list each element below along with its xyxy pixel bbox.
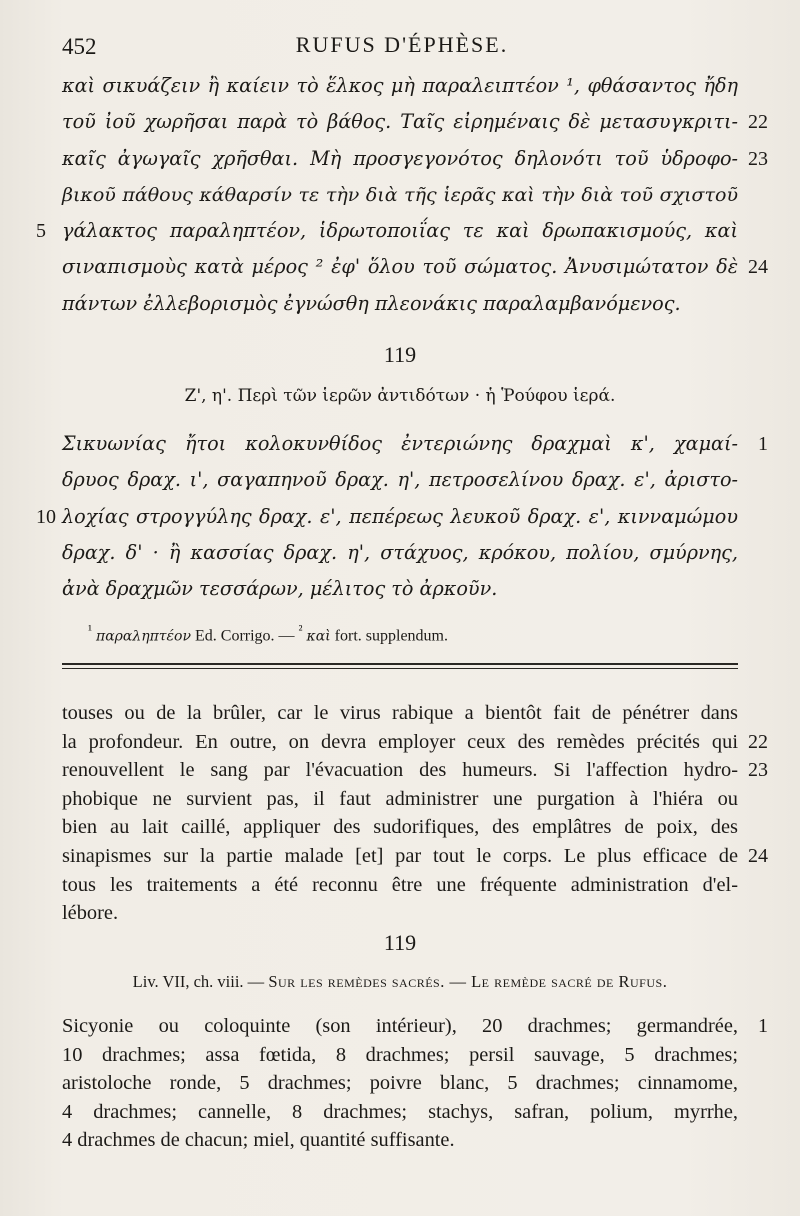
line-text: 10 drachmes; assa fœtida, 8 drachmes; persil sauvage, 5 drachmes; — [62, 1043, 738, 1066]
margin-line-number: 24 — [748, 256, 768, 279]
text-line — [36, 213, 738, 249]
text-line — [62, 68, 738, 104]
line-text: Σικυωνίας ἤτοι κολοκυνθίδος ἐντεριώνης δραχμαὶ κ', χαμαί- — [62, 432, 738, 455]
footnote-mark: ¹ — [88, 622, 92, 637]
section-number-greek: 119 — [383, 342, 417, 367]
french-continuation — [62, 699, 768, 928]
line-text: δραχ. δ' · ἢ κασσίας δραχ. η', στάχυος, κρόκου, πολίου, σμύρνης, — [62, 540, 738, 564]
margin-line-number: 22 — [748, 111, 768, 134]
line-text: 4 drachmes de chacun; miel, quantité suffisante. — [62, 1129, 455, 1152]
margin-line-number: 23 — [748, 147, 768, 170]
footnote-text: fort. supplendum. — [330, 627, 448, 645]
line-text: βικοῦ πάθους κάθαρσίν τε τὴν διὰ τῆς ἱερᾶς καὶ τὴν διὰ τοῦ σχιστοῦ — [62, 183, 738, 206]
line-text: touses ou de la brûler, car le virus rabique a bientôt fait de pénétrer dans — [62, 702, 738, 724]
text-line — [62, 426, 768, 462]
line-text: δρυος δραχ. ι', σαγαπηνοῦ δραχ. η', πετροσελίνου δραχ. ε', ἀριστο- — [62, 468, 738, 492]
line-text: lébore. — [62, 902, 119, 925]
line-text: σιναπισμοὺς κατὰ μέρος ² ἐφ' ὅλου τοῦ σώματος. Ἀνυσιμώτατον δὲ — [62, 255, 738, 279]
text-line — [62, 104, 768, 140]
line-text: tous les traitements a été reconnu être une fréquente administration d'el- — [62, 873, 738, 896]
margin-line-number: 24 — [748, 844, 768, 867]
text-line — [62, 1126, 738, 1155]
footnote-mark: ² — [298, 622, 303, 637]
text-line — [62, 177, 738, 213]
greek-continuation — [36, 68, 768, 322]
text-line — [62, 699, 738, 728]
line-text: τοῦ ἰοῦ χωρῆσαι παρὰ τὸ βάθος. Ταῖς εἰρημέναις δὲ μετασυγκριτι- — [62, 110, 738, 134]
greek-recipe — [36, 426, 768, 607]
line-text: la profondeur. En outre, on devra employer ceux des remèdes précités qui — [62, 730, 738, 753]
line-text: renouvellent le sang par l'évacuation des humeurs. Si l'affection hydro- — [62, 759, 738, 782]
text-line — [62, 728, 768, 757]
line-text: aristoloche ronde, 5 drachmes; poivre blanc, 5 drachmes; cinnamome, — [62, 1072, 738, 1095]
line-text: sinapismes sur la partie malade [et] par tout le corps. Le plus efficace de — [62, 844, 738, 867]
text-line — [36, 499, 738, 535]
page-header — [62, 30, 742, 62]
chapter-title-greek: Ζ', η'. Περὶ τῶν ἱερῶν ἀντιδότων · ἡ Ῥούφου ἱερά. — [184, 386, 616, 406]
line-text: phobique ne survient pas, il faut administrer une purgation à l'hiéra ou — [62, 787, 738, 810]
line-text: καῖς ἀγωγαῖς χρῆσθαι. Μὴ προσγεγονότος δηλονότι τοῦ ὑδροφο- — [62, 146, 738, 170]
chapter-heading: Sur les remèdes sacrés. — Le remède sacré de Rufus. — [268, 972, 668, 991]
text-line — [62, 1069, 738, 1098]
footnote-text: Ed. Corrigo. — — [191, 627, 299, 645]
margin-line-number: 23 — [748, 759, 768, 782]
section-number-french: 119 — [383, 930, 417, 955]
text-line — [62, 756, 768, 785]
text-line — [62, 141, 768, 177]
text-line — [62, 785, 738, 814]
line-text: Sicyonie ou coloquinte (son intérieur), 20 drachmes; germandrée, — [62, 1015, 738, 1037]
line-text: bien au lait caillé, appliquer des sudorifiques, des emplâtres de poix, des — [62, 816, 738, 839]
text-line — [62, 571, 738, 607]
divider-rule — [62, 663, 738, 665]
text-line — [62, 871, 738, 900]
running-title: RUFUS D'ÉPHÈSE. — [295, 32, 509, 57]
text-line — [62, 1012, 768, 1041]
text-line — [62, 899, 738, 928]
margin-line-number: 5 — [36, 220, 46, 243]
footnotes — [88, 622, 448, 645]
line-text: λοχίας στρογγύλης δραχ. ε', πεπέρεως λευκοῦ δραχ. ε', κινναμώμου — [62, 504, 738, 528]
text-line — [62, 1041, 738, 1070]
chapter-reference: Liv. VII, ch. viii. — — [132, 972, 269, 991]
line-text: γάλακτος παραληπτέον, ἱδρωτοποιΐας τε καὶ δρωπακισμούς, καὶ — [62, 219, 738, 243]
chapter-title-french — [62, 972, 738, 992]
text-line — [62, 249, 768, 285]
footnote-greek-word: καὶ — [306, 628, 331, 645]
line-text: καὶ σικυάζειν ἢ καίειν τὸ ἕλκος μὴ παραλειπτέον ¹, φθάσαντος ἤδη — [62, 74, 738, 97]
text-line — [62, 286, 738, 322]
line-text: πάντων ἐλλεβορισμὸς ἐγνώσθη πλεονάκις παραλαμβανόμενος. — [62, 291, 681, 315]
text-line — [62, 1098, 738, 1127]
text-line — [62, 842, 768, 871]
page-number: 452 — [62, 34, 97, 59]
text-line — [62, 462, 738, 498]
line-text: 4 drachmes; cannelle, 8 drachmes; stachys, safran, polium, myrrhe, — [62, 1100, 738, 1123]
text-line — [62, 535, 738, 571]
footnote-greek-word: παραληπτέον — [96, 628, 191, 645]
text-line — [62, 813, 738, 842]
margin-line-number: 1 — [758, 1015, 768, 1037]
divider-rule — [62, 668, 738, 669]
margin-line-number: 22 — [748, 730, 768, 753]
margin-line-number: 1 — [758, 433, 768, 455]
line-text: ἀνὰ δραχμῶν τεσσάρων, μέλιτος τὸ ἀρκοῦν. — [62, 577, 498, 601]
margin-line-number: 10 — [36, 505, 56, 528]
french-recipe — [62, 1012, 768, 1155]
